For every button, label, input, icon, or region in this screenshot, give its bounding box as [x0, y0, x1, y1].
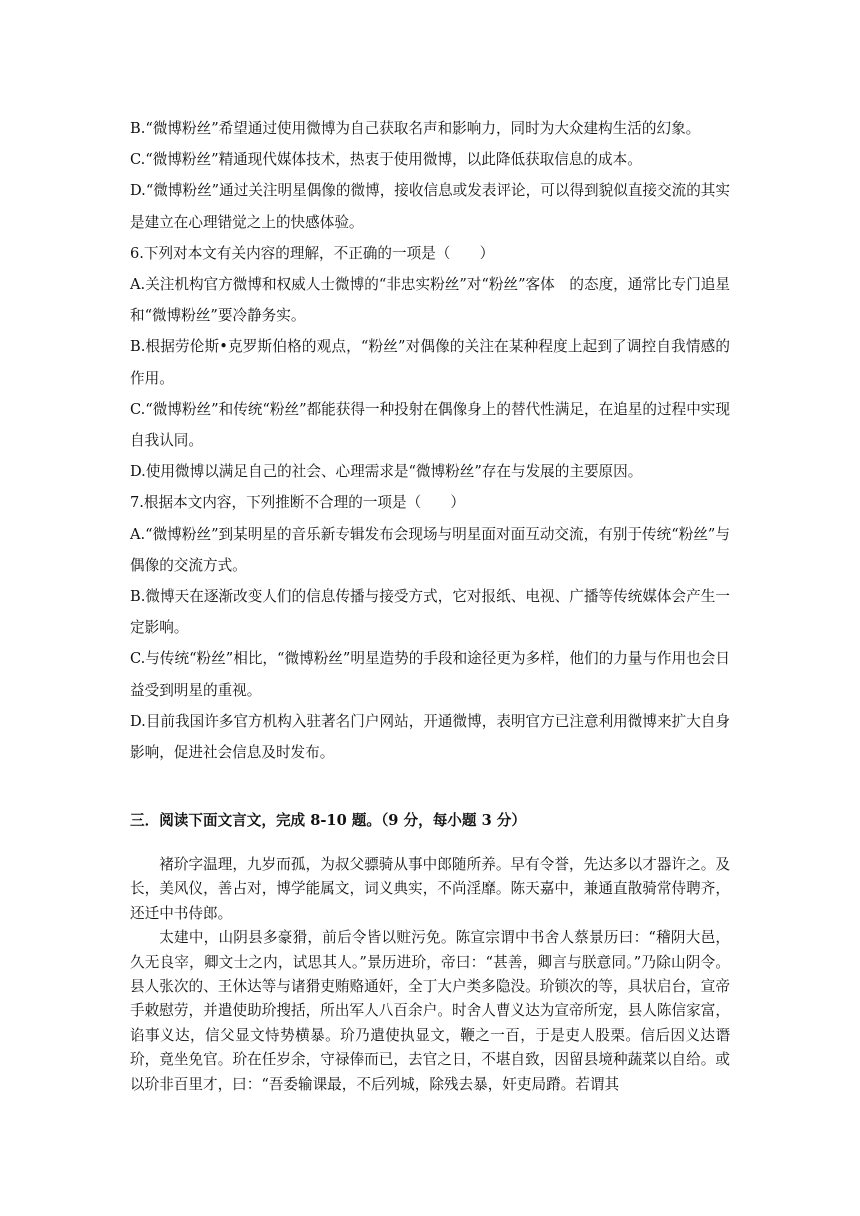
passage-paragraph: 褚玠字温理，九岁而孤，为叔父骠骑从事中郎随所养。早有令誉，先达多以才器许之。及长，美风仪，善占对，博学能属文，词义典实，不尚淫靡。陈天嘉中，兼通直散骑常侍聘齐，还迁中书侍郎。	[130, 856, 730, 922]
section-heading: 三．阅读下面文言文，完成 8-10 题。（9 分，每小题 3 分）	[130, 812, 526, 829]
option-6c: C.“微博粉丝”和传统“粉丝”都能获得一种投射在偶像身上的替代性满足，在追星的过程中实现自我认同。	[130, 400, 730, 450]
option-5d: D.“微博粉丝”通过关注明星偶像的微博，接收信息或发表评论，可以得到貌似直接交流的其实是建立在心理错觉之上的快感体验。	[130, 182, 730, 231]
option-7b: B.微博天在逐渐改变人们的信息传播与接受方式，它对报纸、电视、广播等传统媒体会产生一定影响。	[130, 588, 730, 637]
option-6d: D.使用微博以满足自己的社会、心理需求是“微博粉丝”存在与发展的主要原因。	[130, 463, 643, 481]
option-7d: D.目前我国许多官方机构入驻著名门户网站，开通微博，表明官方已注意利用微博来扩大自身影响，促进社会信息及时发布。	[130, 712, 730, 762]
option-5b: B.“微博粉丝”希望通过使用微博为自己获取名声和影响力，同时为大众建构生活的幻象。	[130, 120, 701, 137]
option-6b: B.根据劳伦斯•克罗斯伯格的观点，“粉丝”对偶像的关注在某种程度上起到了调控自我情感的作用。	[130, 338, 730, 387]
question-7-stem: 7.根据本文内容，下列推断不合理的一项是（ ）	[130, 494, 465, 512]
option-6a: A.关注机构官方微博和权威人士微博的“非忠实粉丝”对“粉丝”客体 的态度，通常比专门追星和“微博粉丝”要冷静务实。	[130, 276, 730, 325]
question-6-stem: 6.下列对本文有关内容的理解，不正确的一项是（ ）	[130, 244, 495, 262]
option-7a: A.“微博粉丝”到某明星的音乐新专辑发布会现场与明星面对面互动交流，有别于传统“粉丝”与偶像的交流方式。	[130, 525, 730, 574]
question-options-block	[130, 113, 730, 768]
passage-paragraph: 太建中，山阴县多豪猾，前后令皆以赃污免。陈宣宗谓中书舍人蔡景历曰：“稽阴大邑，久无良宰，卿文士之内，试思其人。”景历进玠，帝曰：“甚善，卿言与朕意同。”乃除山阴令。县人张次的、王休达等与诸猾吏贿赂通奸，全丁大户类多隐没。玠锁次的等，具状启台，宣帝手敕慰劳，并遣使助玠搜括，所出军人八百余户。时舍人曹义达为宣帝所宠，县人陈信家富，谄事义达，信父显文恃势横暴。玠乃遣使执显文，鞭之一百，于是吏人股栗。信后因义达谮玠，竟坐免官。玠在任岁余，守禄俸而已，去官之日，不堪自致，因留县境种蔬菜以自给。或以玠非百里才，曰：“吾委输课最，不后列城，除残去暴，奸吏局蹐。若谓其	[130, 929, 730, 1093]
option-7c: C.与传统“粉丝”相比，“微博粉丝”明星造势的手段和途径更为多样，他们的力量与作用也会日益受到明星的重视。	[130, 650, 730, 699]
classical-passage	[130, 853, 730, 1097]
option-5c: C.“微博粉丝”精通现代媒体技术，热衷于使用微博，以此降低获取信息的成本。	[130, 151, 642, 169]
